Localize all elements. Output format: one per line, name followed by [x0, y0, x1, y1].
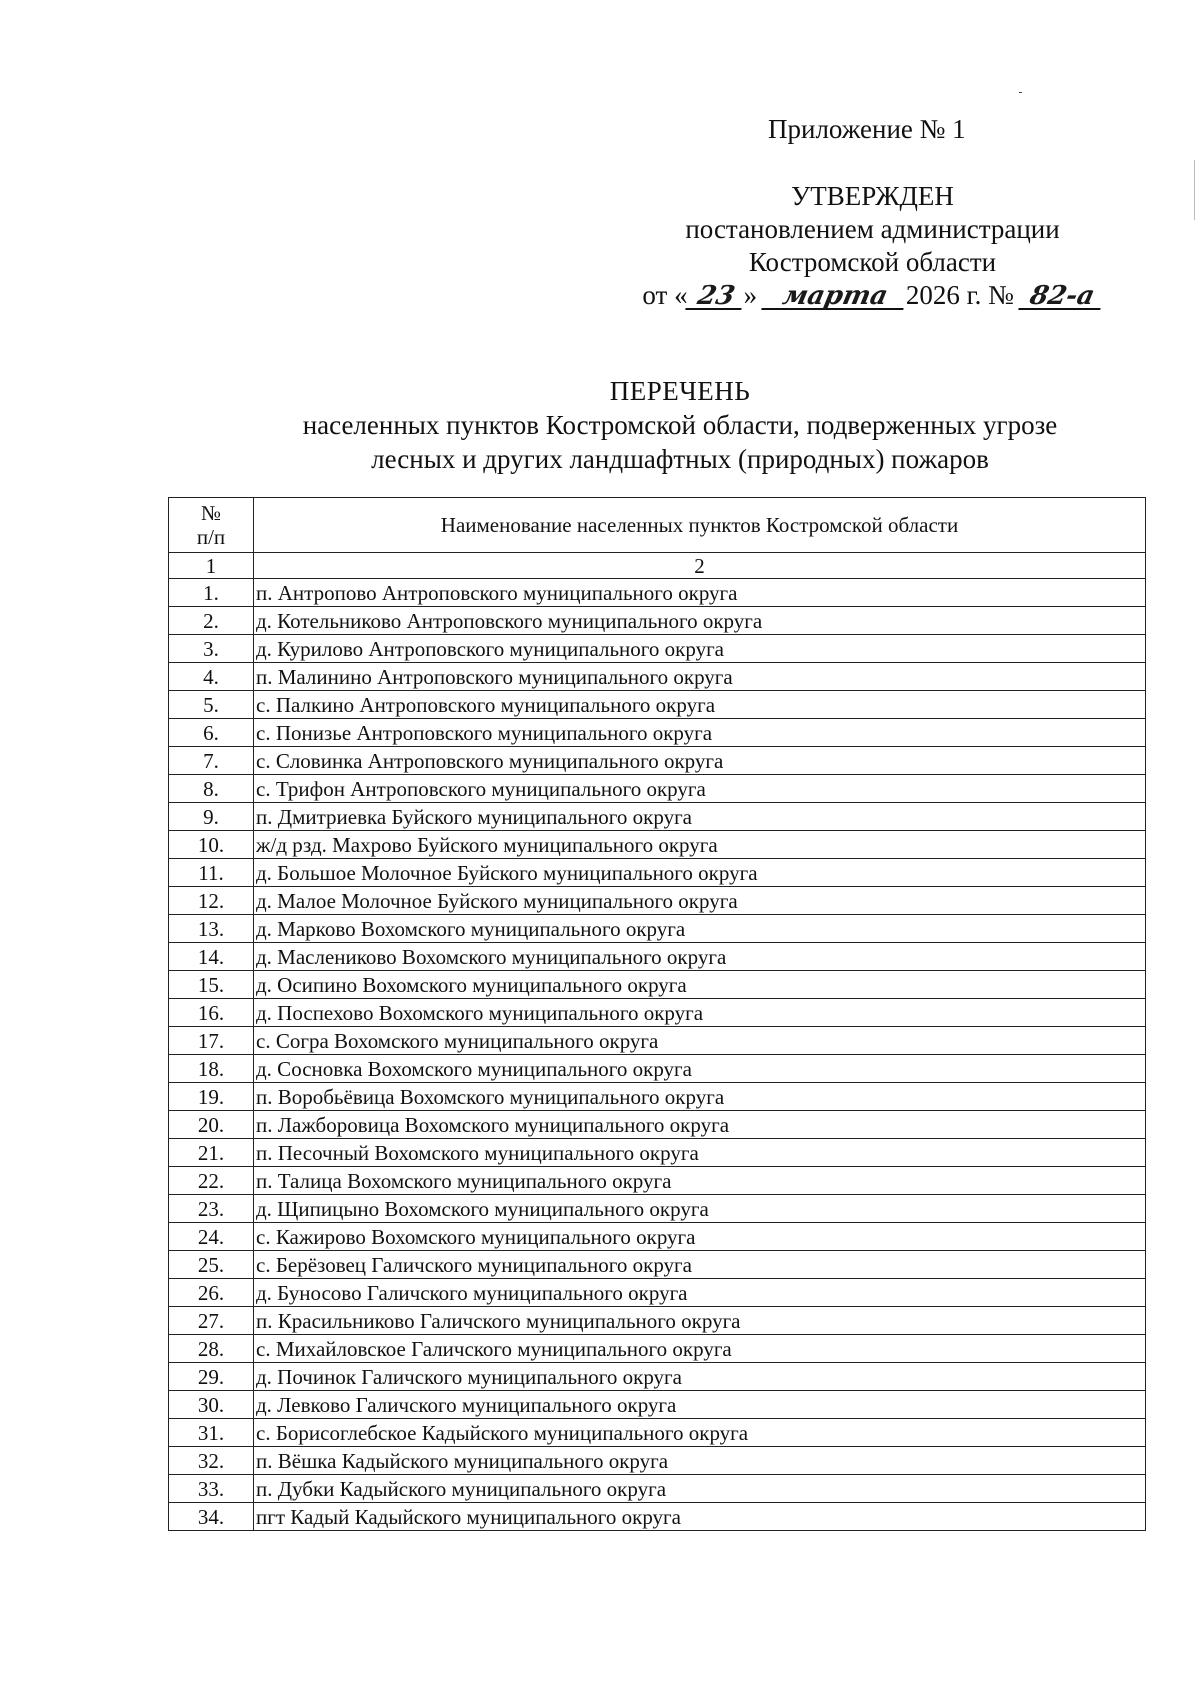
table-row — [169, 971, 1146, 999]
settlement-name: д. Щипицыно Вохомского муниципального округа — [254, 1195, 1146, 1223]
row-number: 13. — [169, 915, 254, 943]
handwritten-month: марта — [761, 284, 909, 310]
date-prefix: от « — [642, 280, 688, 310]
settlement-name: п. Вёшка Кадыйского муниципального округа — [254, 1447, 1146, 1475]
column-index-2: 2 — [254, 553, 1146, 579]
settlement-name: п. Антропово Антроповского муниципального округа — [254, 579, 1146, 607]
row-number: 8. — [169, 775, 254, 803]
table-row — [169, 1363, 1146, 1391]
table-row — [169, 831, 1146, 859]
settlement-name: п. Лажборовица Вохомского муниципального округа — [254, 1111, 1146, 1139]
settlement-name: д. Поспехово Вохомского муниципального округа — [254, 999, 1146, 1027]
row-number: 26. — [169, 1279, 254, 1307]
settlements-table — [168, 497, 1146, 1531]
settlement-name: с. Михайловское Галичского муниципального округа — [254, 1335, 1146, 1363]
row-number: 17. — [169, 1027, 254, 1055]
row-number: 29. — [169, 1363, 254, 1391]
decree-date-line — [600, 279, 1145, 312]
column-header-name: Наименование населенных пунктов Костромской области — [254, 498, 1146, 553]
row-number: 10. — [169, 831, 254, 859]
row-number: 18. — [169, 1055, 254, 1083]
settlement-name: д. Осипино Вохомского муниципального округа — [254, 971, 1146, 999]
document-title — [180, 374, 1180, 476]
settlement-name: п. Дмитриевка Буйского муниципального округа — [254, 803, 1146, 831]
appendix-label: Приложение № 1 — [768, 114, 966, 144]
column-header-number-line2: п/п — [196, 525, 226, 549]
approved-heading: УТВЕРЖДЕН — [791, 181, 954, 211]
row-number: 3. — [169, 635, 254, 663]
row-number: 27. — [169, 1307, 254, 1335]
settlement-name: п. Песочный Вохомского муниципального округа — [254, 1139, 1146, 1167]
row-number: 33. — [169, 1475, 254, 1503]
row-number: 32. — [169, 1447, 254, 1475]
table-row — [169, 1475, 1146, 1503]
settlement-name: с. Словинка Антроповского муниципального округа — [254, 747, 1146, 775]
settlement-name: п. Красильниково Галичского муниципального округа — [254, 1307, 1146, 1335]
settlement-name: д. Котельниково Антроповского муниципального округа — [254, 607, 1146, 635]
table-row — [169, 1139, 1146, 1167]
table-row — [169, 579, 1146, 607]
settlement-name: с. Согра Вохомского муниципального округа — [254, 1027, 1146, 1055]
settlement-name: д. Починок Галичского муниципального округа — [254, 1363, 1146, 1391]
handwritten-decree-number: 82-а — [1018, 284, 1106, 310]
row-number: 25. — [169, 1251, 254, 1279]
row-number: 34. — [169, 1503, 254, 1531]
table-row — [169, 1195, 1146, 1223]
table-row — [169, 635, 1146, 663]
settlement-name: д. Левково Галичского муниципального округа — [254, 1391, 1146, 1419]
settlement-name: п. Дубки Кадыйского муниципального округа — [254, 1475, 1146, 1503]
settlement-name: с. Борисоглебское Кадыйского муниципального округа — [254, 1419, 1146, 1447]
row-number: 9. — [169, 803, 254, 831]
approved-by-line2: Костромской области — [748, 247, 997, 277]
table-row — [169, 1167, 1146, 1195]
table-row — [169, 663, 1146, 691]
settlement-name: пгт Кадый Кадыйского муниципального округа — [254, 1503, 1146, 1531]
table-row — [169, 1447, 1146, 1475]
table-row — [169, 1335, 1146, 1363]
table-header-row — [169, 498, 1146, 553]
settlement-name: с. Понизье Антроповского муниципального округа — [254, 719, 1146, 747]
table-row — [169, 775, 1146, 803]
title-line2: лесных и других ландшафтных (природных) пожаров — [371, 444, 989, 474]
table-row — [169, 915, 1146, 943]
row-number: 1. — [169, 579, 254, 607]
scan-edge-line — [1194, 160, 1195, 220]
row-number: 2. — [169, 607, 254, 635]
table-row — [169, 1503, 1146, 1531]
row-number: 7. — [169, 747, 254, 775]
table-row — [169, 1027, 1146, 1055]
column-index-1: 1 — [169, 553, 254, 579]
title-line1: населенных пунктов Костромской области, подверженных угрозе — [302, 410, 1058, 440]
table-row — [169, 1223, 1146, 1251]
table-row — [169, 803, 1146, 831]
row-number: 19. — [169, 1083, 254, 1111]
table-row — [169, 1111, 1146, 1139]
row-number: 4. — [169, 663, 254, 691]
table-row — [169, 887, 1146, 915]
row-number: 12. — [169, 887, 254, 915]
title-heading: ПЕРЕЧЕНЬ — [609, 376, 751, 406]
column-header-number — [169, 498, 254, 553]
row-number: 16. — [169, 999, 254, 1027]
row-number: 22. — [169, 1167, 254, 1195]
settlement-name: д. Курилово Антроповского муниципального округа — [254, 635, 1146, 663]
row-number: 24. — [169, 1223, 254, 1251]
approved-by-line1: постановлением администрации — [685, 214, 1060, 244]
table-row — [169, 747, 1146, 775]
settlement-name: п. Малинино Антроповского муниципального округа — [254, 663, 1146, 691]
column-header-number-line1: № — [200, 501, 222, 525]
row-number: 5. — [169, 691, 254, 719]
table-row — [169, 1055, 1146, 1083]
settlement-name: д. Большое Молочное Буйского муниципального округа — [254, 859, 1146, 887]
table-row — [169, 1083, 1146, 1111]
table-row — [169, 943, 1146, 971]
date-mid: » — [743, 280, 758, 310]
table-row — [169, 691, 1146, 719]
settlement-name: д. Марково Вохомского муниципального округа — [254, 915, 1146, 943]
row-number: 20. — [169, 1111, 254, 1139]
table-row — [169, 859, 1146, 887]
row-number: 30. — [169, 1391, 254, 1419]
table-row — [169, 999, 1146, 1027]
settlement-name: д. Буносово Галичского муниципального округа — [254, 1279, 1146, 1307]
row-number: 14. — [169, 943, 254, 971]
handwritten-day: 23 — [685, 284, 747, 310]
approval-block — [600, 180, 1145, 312]
settlement-name: п. Талица Вохомского муниципального округа — [254, 1167, 1146, 1195]
table-row — [169, 1251, 1146, 1279]
settlement-name: с. Берёзовец Галичского муниципального округа — [254, 1251, 1146, 1279]
table-row — [169, 1391, 1146, 1419]
row-number: 15. — [169, 971, 254, 999]
row-number: 21. — [169, 1139, 254, 1167]
settlement-name: с. Кажирово Вохомского муниципального округа — [254, 1223, 1146, 1251]
column-index-row — [169, 553, 1146, 579]
settlement-name: п. Воробьёвица Вохомского муниципального округа — [254, 1083, 1146, 1111]
settlement-name: д. Сосновка Вохомского муниципального округа — [254, 1055, 1146, 1083]
table-row — [169, 1307, 1146, 1335]
settlement-name: с. Трифон Антроповского муниципального округа — [254, 775, 1146, 803]
table-row — [169, 1279, 1146, 1307]
settlement-name: д. Маслениково Вохомского муниципального округа — [254, 943, 1146, 971]
year-text: 2026 г. № — [905, 280, 1014, 310]
row-number: 28. — [169, 1335, 254, 1363]
settlement-name: с. Палкино Антроповского муниципального округа — [254, 691, 1146, 719]
row-number: 31. — [169, 1419, 254, 1447]
table-row — [169, 1419, 1146, 1447]
table-row — [169, 719, 1146, 747]
row-number: 6. — [169, 719, 254, 747]
row-number: 23. — [169, 1195, 254, 1223]
scan-speck — [1019, 92, 1022, 93]
settlement-name: д. Малое Молочное Буйского муниципального округа — [254, 887, 1146, 915]
row-number: 11. — [169, 859, 254, 887]
settlement-name: ж/д рзд. Махрово Буйского муниципального округа — [254, 831, 1146, 859]
table-row — [169, 607, 1146, 635]
